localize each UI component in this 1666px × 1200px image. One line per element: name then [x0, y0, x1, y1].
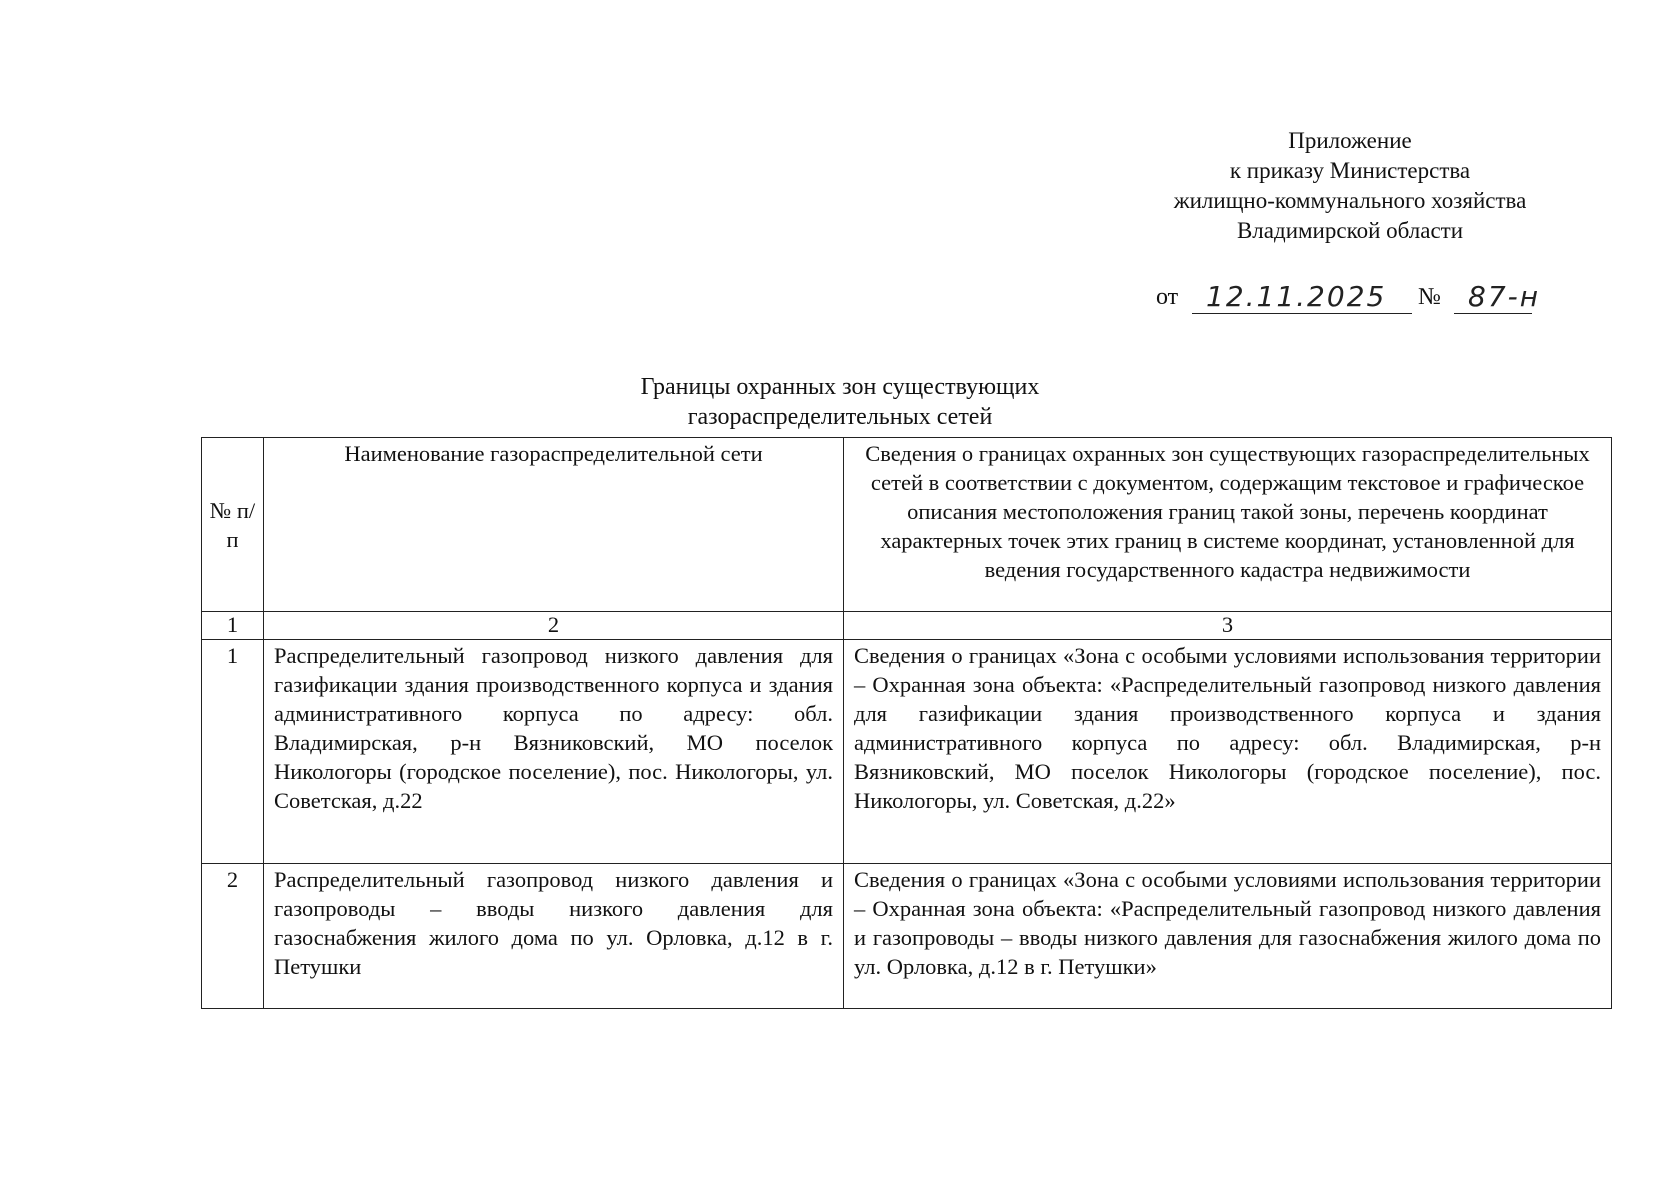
order-from-label: от [1156, 284, 1179, 310]
header-network-name: Наименование газораспределительной сети [264, 438, 844, 612]
order-date-handwritten: 12.11.2025 [1206, 280, 1387, 313]
row-network-name: Распределительный газопровод низкого давления и газопроводы – вводы низкого давления для газоснабжения жилого дома по ул. Орловка, д.12 в г. Петушки [264, 864, 844, 1009]
appendix-line-1: Приложение [1288, 128, 1412, 153]
column-number: 2 [264, 612, 844, 640]
order-reference [1156, 280, 1576, 320]
appendix-line-4: Владимирской области [1236, 218, 1464, 243]
appendix-header [1080, 126, 1620, 246]
gas-network-zones-table [201, 437, 1612, 1009]
column-numbers-row [202, 612, 1612, 640]
header-zone-info: Сведения о границах охранных зон существующих газораспределительных сетей в соответствии с документом, содержащим текстовое и графическое описания местоположения границ такой зоны, перечень координат характерных точек этих границ в системе координат, установленной для ведения государственного кадастра недвижимости [844, 438, 1612, 612]
column-number: 1 [202, 612, 264, 640]
row-zone-info: Сведения о границах «Зона с особыми условиями использования территории – Охранная зона объекта: «Распределительный газопровод низкого давления для газификации здания производственного корпуса и здания административного корпуса по адресу: обл. Владимирская, р-н Вязниковский, МО поселок Никологоры (городское поселение), пос. Никологоры, ул. Советская, д.22» [844, 640, 1612, 864]
order-number-label: № [1418, 284, 1441, 310]
document-title [560, 372, 1120, 432]
table-row [202, 640, 1612, 864]
header-number: № п/п [202, 438, 264, 612]
row-number: 2 [202, 864, 264, 1009]
order-date-underline [1192, 313, 1412, 314]
appendix-line-2: к приказу Министерства [1229, 158, 1471, 183]
order-number-handwritten: 87-н [1468, 280, 1541, 313]
table-header-row [202, 438, 1612, 612]
row-zone-info: Сведения о границах «Зона с особыми условиями использования территории – Охранная зона объекта: «Распределительный газопровод низкого давления и газопроводы – вводы низкого давления для газоснабжения жилого дома по ул. Орловка, д.12 в г. Петушки» [844, 864, 1612, 1009]
row-network-name: Распределительный газопровод низкого давления для газификации здания производственного корпуса и здания административного корпуса по адресу: обл. Владимирская, р-н Вязниковский, МО поселок Никологоры (городское поселение), пос. Никологоры, ул. Советская, д.22 [264, 640, 844, 864]
appendix-line-3: жилищно-коммунального хозяйства [1173, 188, 1527, 213]
row-number: 1 [202, 640, 264, 864]
title-line-1: Границы охранных зон существующих [640, 374, 1040, 400]
order-number-underline [1454, 313, 1532, 314]
title-line-2: газораспределительных сетей [687, 404, 993, 430]
column-number: 3 [844, 612, 1612, 640]
table-row [202, 864, 1612, 1009]
